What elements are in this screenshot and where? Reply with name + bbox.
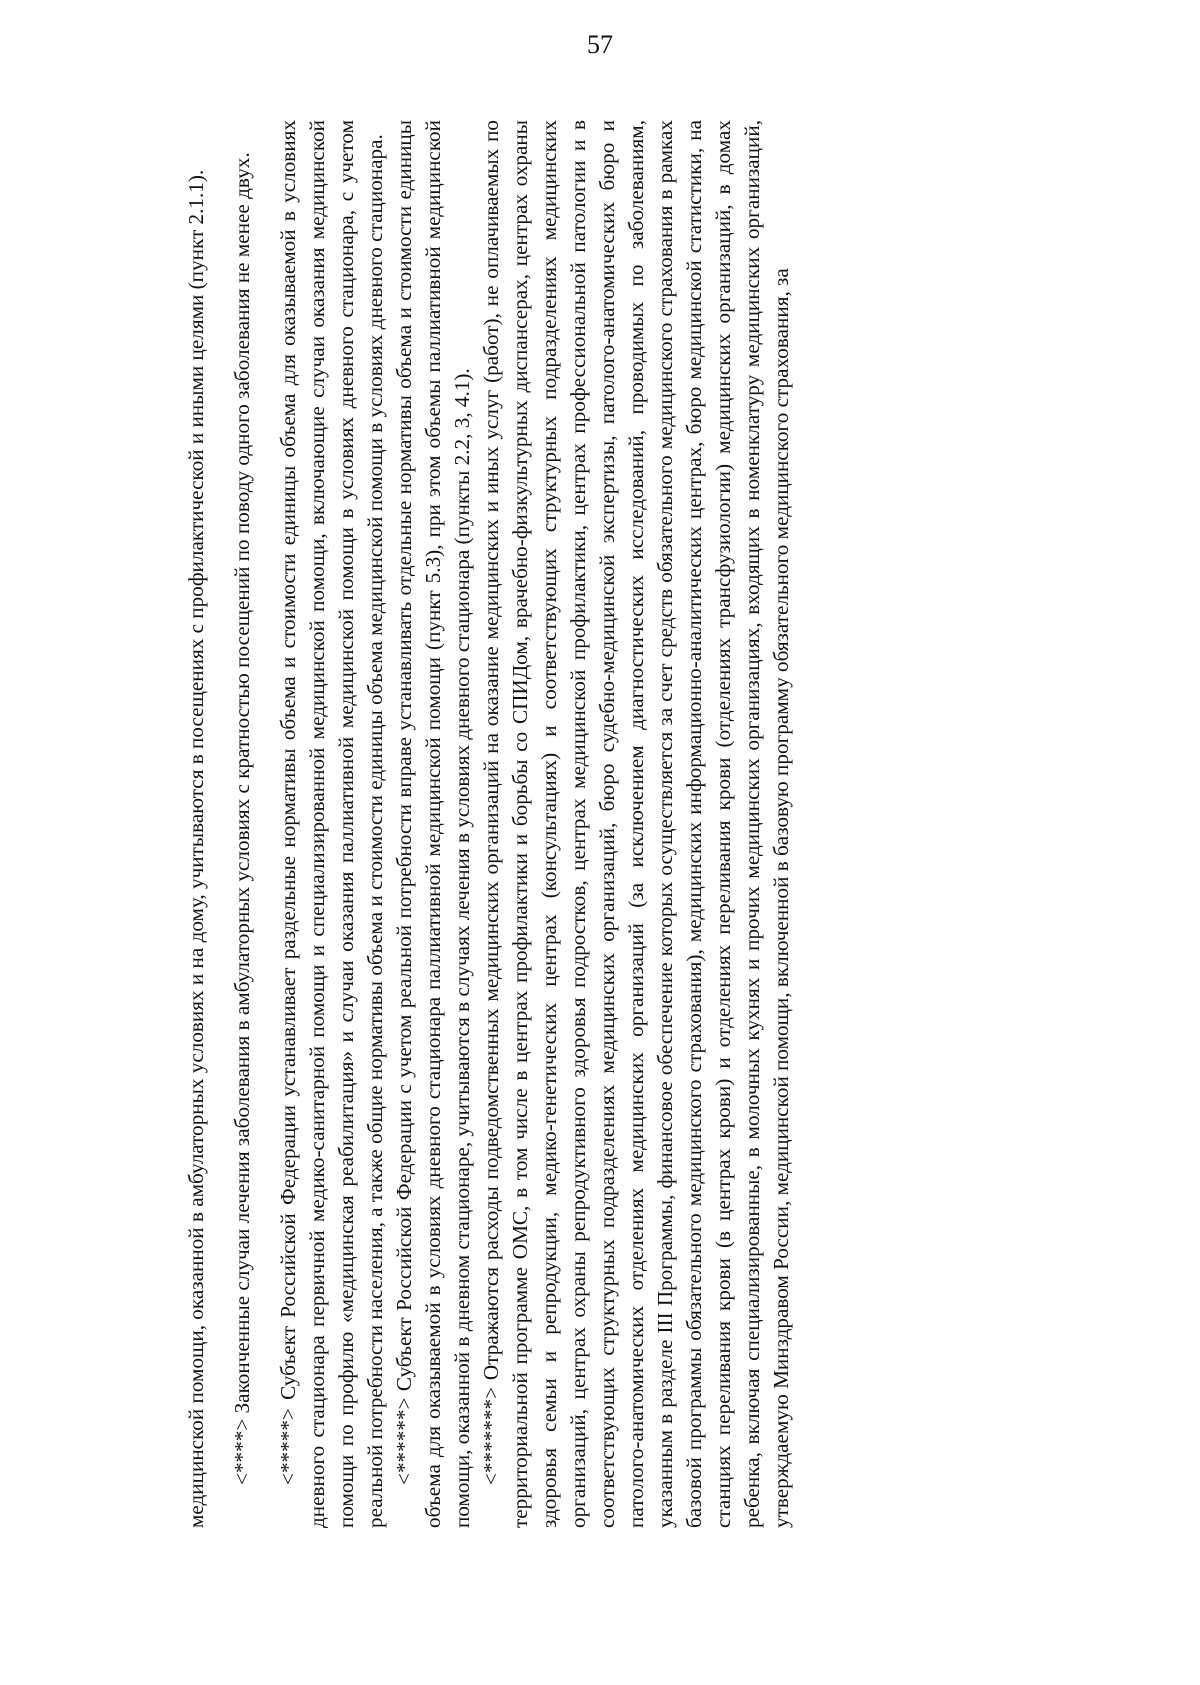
page-number: 57 (587, 30, 613, 59)
footnote-6-stars: <******> Субъект Российской Федерации с учетом реальной потребности вправе устанавливать отдельные нормативы объема и стоимости единицы объема для оказываемой в условиях дневного стационара паллиативной медицинской помощи (пункт 5.3), при этом объемы паллиативной медицинской помощи, оказанной в дневном стационаре, учитываются в случаях лечения в условиях дневного стационара (пункты 2.2, 3, 4.1). (392, 120, 474, 1528)
footnote-5-stars: <*****> Субъект Российской Федерации устанавливает раздельные нормативы объема и стоимости единицы объема для оказываемой в условиях дневного стационара первичной медико-санитарной помощи и специализированной медицинской помощи, включающие случаи оказания медицинской помощи по профилю «медицинская реабилитация» и случаи оказания паллиативной медицинской помощи в условиях дневного стационара, с учетом реальной потребности населения, а также общие нормативы объема и стоимости единицы объема медицинской помощи в условиях дневного стационара. (276, 120, 387, 1528)
footnote-7-stars: <*******> Отражаются расходы подведомственных медицинских организаций на оказание медицинских и иных услуг (работ), не оплачиваемых по территориальной программе ОМС, в том числе в центрах профилактики и борьбы со СПИДом, врачебно-физкультурных диспансерах, центрах охраны здоровья семьи и репродукции, медико-генетических центрах (консультациях) и соответствующих структурных подразделениях медицинских организаций, центрах охраны репродуктивного здоровья подростков, центрах медицинской профилактики, центрах профессиональной патологии и в соответствующих структурных подразделениях медицинских организаций, бюро судебно-медицинской экспертизы, патолого-анатомических бюро и патолого-анатомических отделениях медицинских организаций (за исключением диагностических исследований, проводимых по заболеваниям, указанным в разделе III Программы, финансовое обеспечение которых осуществляется за счет средств обязательного медицинского страхования в рамках базовой программы обязательного медицинского страхования), медицинских информационно-аналитических центрах, бюро медицинской статистики, на станциях переливания крови (в центрах крови) и отделениях переливания крови (отделениях трансфузиологии) медицинских организаций, в домах ребенка, включая специализированные, в молочных кухнях и прочих медицинских организациях, входящих в номенклатуру медицинских организаций, утверждаемую Минздравом России, медицинской помощи, включенной в базовую программу обязательного медицинского страхования, за (479, 120, 793, 1528)
footnote-4-stars: <****> Законченные случаи лечения заболевания в амбулаторных условиях с кратностью посещений по поводу одного заболевания не менее двух. (230, 152, 254, 1485)
document-body (182, 120, 796, 1528)
paragraph-continuation: медицинской помощи, оказанной в амбулаторных условиях и на дому, учитываются в посещениях с профилактической и иными целями (пункт 2.1.1). (184, 169, 208, 1528)
rotated-text-block (182, 120, 1032, 1528)
